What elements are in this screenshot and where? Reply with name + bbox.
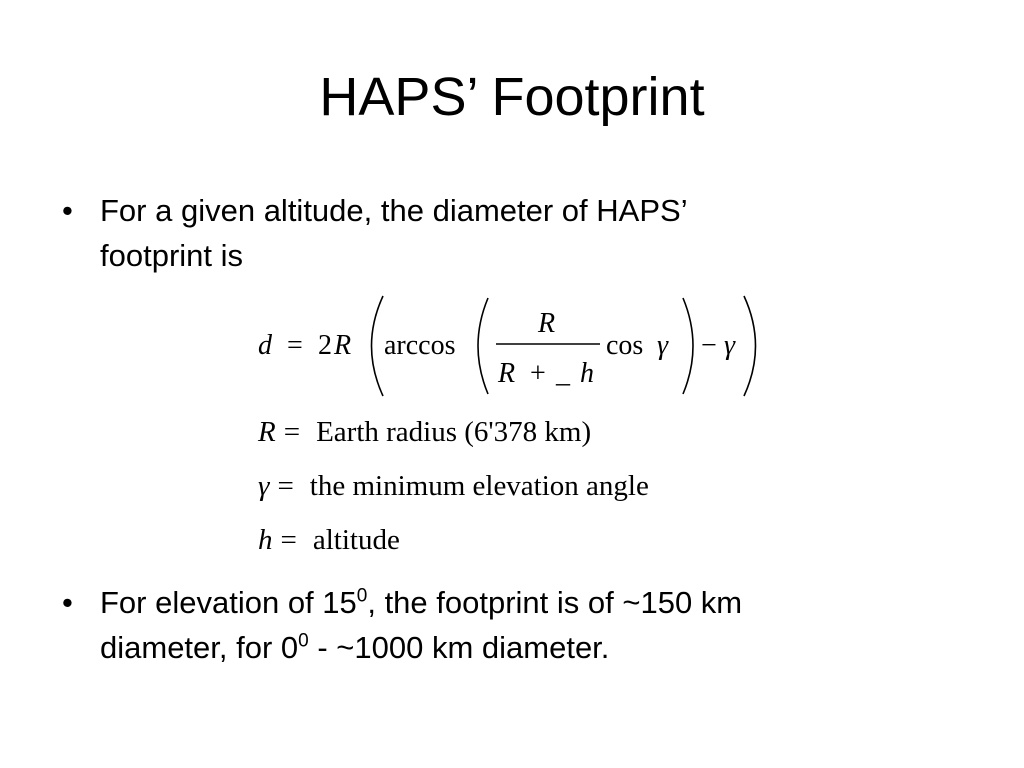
outer-right-paren xyxy=(744,296,756,396)
inner-left-paren xyxy=(478,298,488,394)
slide-title: HAPS’ Footprint xyxy=(319,67,705,127)
degree-superscript: 0 xyxy=(298,630,309,652)
definition-equals: = xyxy=(283,416,301,448)
formula-two: 2 xyxy=(318,330,332,361)
formula-equals: = xyxy=(287,330,303,361)
formula-R: R xyxy=(334,330,352,361)
definition-var: h xyxy=(258,524,273,556)
definition-gamma xyxy=(258,466,649,506)
elevation-text: For elevation of 15 xyxy=(100,585,357,620)
bullet-text-line2: footprint is xyxy=(100,238,244,273)
outer-left-paren xyxy=(372,296,384,396)
bullet-glyph: • xyxy=(62,193,73,228)
diameter-range-text: - ~1000 km diameter. xyxy=(308,630,610,665)
formula-numerator-R: R xyxy=(538,308,556,339)
bullet-text-line1: For a given altitude, the diameter of HAPS’ xyxy=(100,193,688,228)
bullet-glyph: • xyxy=(62,585,73,620)
definition-text: the minimum elevation angle xyxy=(309,470,649,502)
degree-superscript: 0 xyxy=(356,585,368,607)
inner-right-paren xyxy=(683,298,693,394)
formula-denominator-R: R xyxy=(498,358,516,389)
formula-gamma: γ xyxy=(657,330,669,361)
formula-minus: − xyxy=(701,330,717,361)
formula-blank: _ xyxy=(556,358,570,389)
formula-h: h xyxy=(580,358,594,389)
formula-arccos: arccos xyxy=(384,330,456,361)
definition-h xyxy=(258,520,400,560)
definition-text: altitude xyxy=(312,524,400,556)
definition-equals: = xyxy=(280,524,297,556)
bullet-elevation xyxy=(62,580,962,670)
bullet-elevation-line2 xyxy=(100,625,962,670)
definition-R xyxy=(258,412,591,452)
formula-plus: + xyxy=(530,358,546,389)
definition-var: R xyxy=(258,416,276,448)
formula-d: d xyxy=(258,330,272,361)
diameter-text: diameter, for 0 xyxy=(100,630,299,665)
definition-var: γ xyxy=(258,470,270,502)
footprint-text: , the footprint is of ~150 km xyxy=(367,585,743,620)
definition-equals: = xyxy=(277,470,294,502)
bullet-elevation-line1 xyxy=(100,580,962,625)
formula-cos: cos xyxy=(606,330,644,361)
definition-text: Earth radius (6'378 km) xyxy=(316,416,592,448)
formula-gamma-2: γ xyxy=(724,330,736,361)
